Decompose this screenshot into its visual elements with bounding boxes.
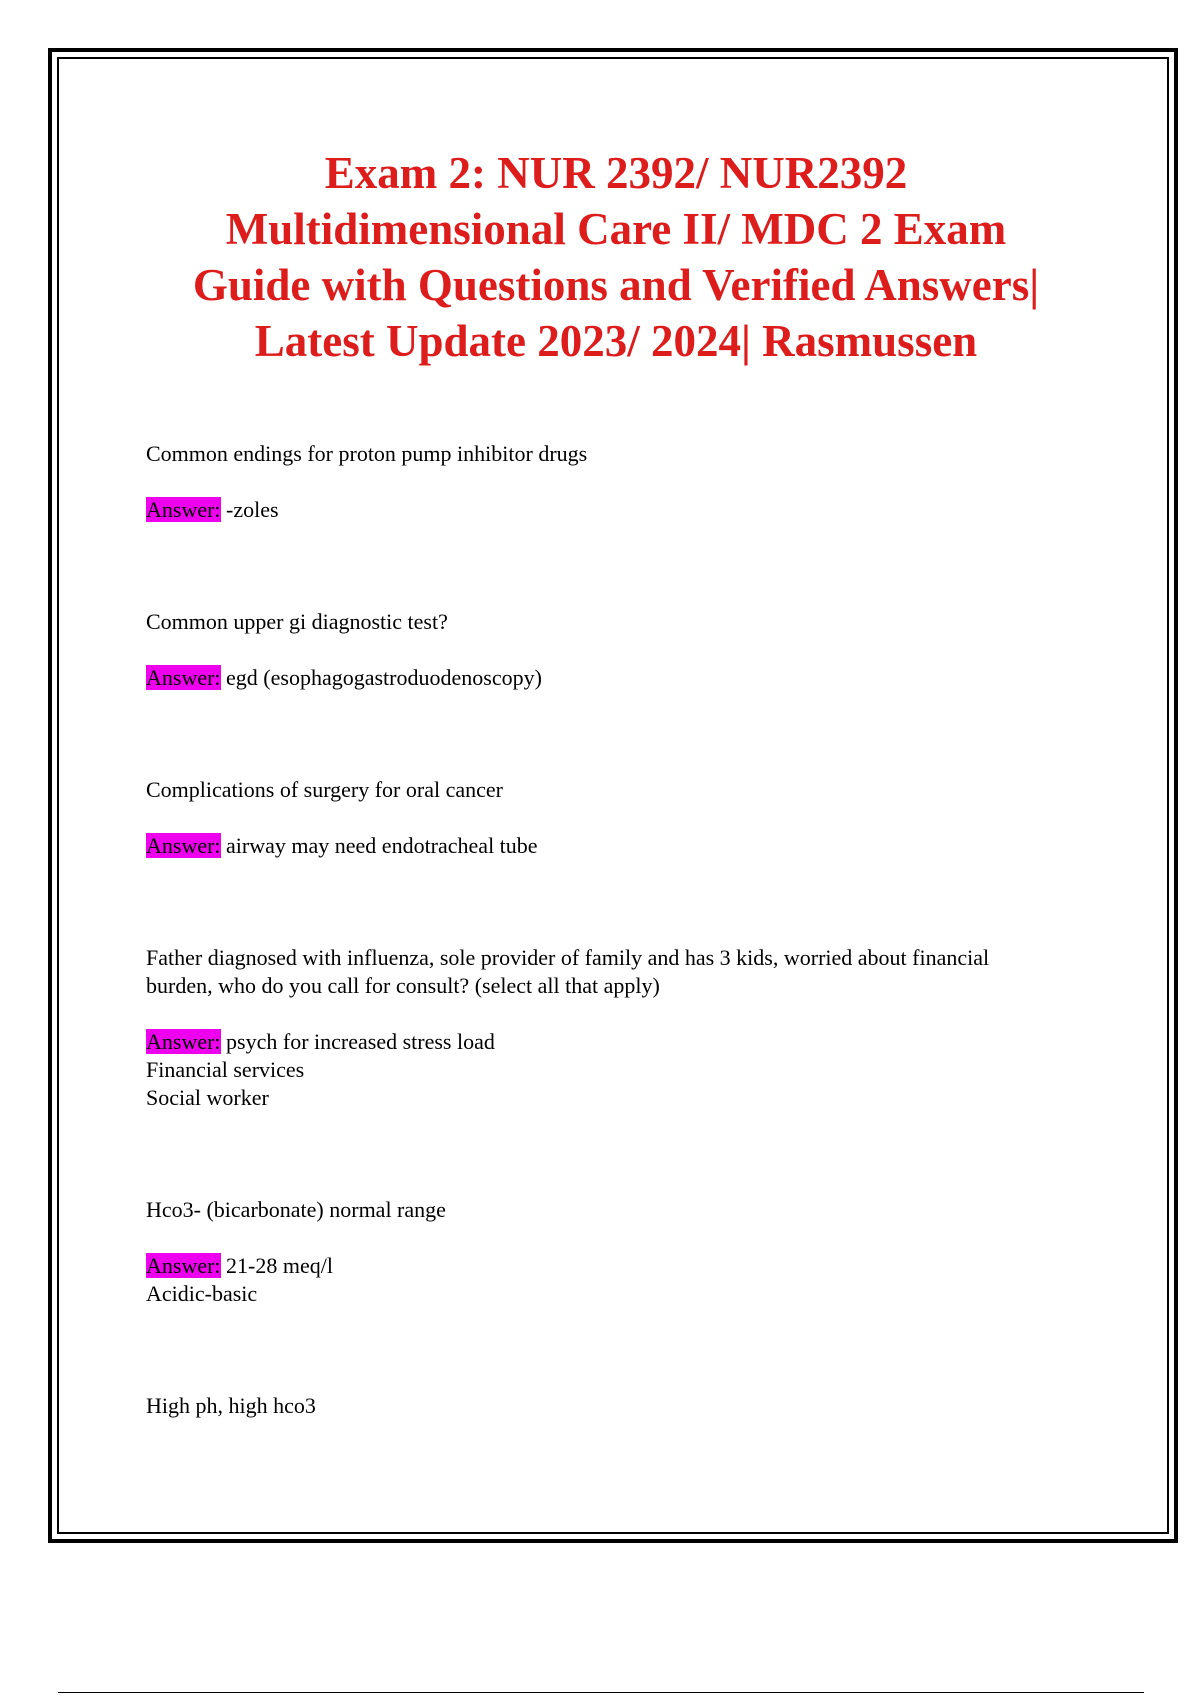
question-text — [146, 1392, 1106, 1420]
spacer — [146, 860, 1106, 944]
question-line: burden, who do you call for consult? (select all that apply) — [146, 973, 660, 998]
title-line-1: Exam 2: NUR 2392/ NUR2392 — [324, 148, 908, 198]
answer-line: 21-28 meq/l — [226, 1253, 333, 1278]
answer-label: Answer: — [146, 1029, 221, 1054]
spacer — [146, 1308, 1106, 1392]
answer-line: airway may need endotracheal tube — [226, 833, 538, 858]
qa-item-4 — [146, 944, 1106, 1112]
page-divider — [58, 1692, 1144, 1693]
question-line: Father diagnosed with influenza, sole provider of family and has 3 kids, worried about financial — [146, 945, 990, 970]
spacer — [146, 1112, 1106, 1196]
question-line: Common upper gi diagnostic test? — [146, 609, 448, 634]
question-text — [146, 440, 1106, 468]
answer-block — [146, 664, 1106, 692]
answer-line: Acidic-basic — [146, 1281, 258, 1306]
spacer — [146, 524, 1106, 608]
question-text — [146, 776, 1106, 804]
question-line: Common endings for proton pump inhibitor drugs — [146, 441, 588, 466]
spacer — [146, 692, 1106, 776]
question-text — [146, 608, 1106, 636]
answer-block — [146, 496, 1106, 524]
question-text — [146, 1196, 1106, 1224]
question-line: High ph, high hco3 — [146, 1393, 316, 1418]
answer-line: psych for increased stress load — [226, 1029, 495, 1054]
question-line: Complications of surgery for oral cancer — [146, 777, 503, 802]
document-title — [100, 145, 1132, 369]
title-line-4: Latest Update 2023/ 2024| Rasmussen — [254, 316, 978, 366]
answer-line: egd (esophagogastroduodenoscopy) — [226, 665, 542, 690]
answer-line: Social worker — [146, 1085, 269, 1110]
answer-line: Financial services — [146, 1057, 305, 1082]
answer-label: Answer: — [146, 833, 221, 858]
question-line: Hco3- (bicarbonate) normal range — [146, 1197, 446, 1222]
qa-item-5 — [146, 1196, 1106, 1308]
answer-block — [146, 832, 1106, 860]
answer-label: Answer: — [146, 497, 221, 522]
answer-line: -zoles — [226, 497, 279, 522]
answer-block — [146, 1252, 1106, 1308]
answer-label: Answer: — [146, 665, 221, 690]
question-text — [146, 944, 1106, 1000]
qa-item-1 — [146, 440, 1106, 524]
title-line-3: Guide with Questions and Verified Answers| — [192, 260, 1040, 310]
qa-item-2 — [146, 608, 1106, 692]
qa-item-6 — [146, 1392, 1106, 1420]
qa-list — [146, 440, 1106, 1420]
answer-block — [146, 1028, 1106, 1112]
title-line-2: Multidimensional Care II/ MDC 2 Exam — [225, 204, 1007, 254]
qa-item-3 — [146, 776, 1106, 860]
answer-label: Answer: — [146, 1253, 221, 1278]
